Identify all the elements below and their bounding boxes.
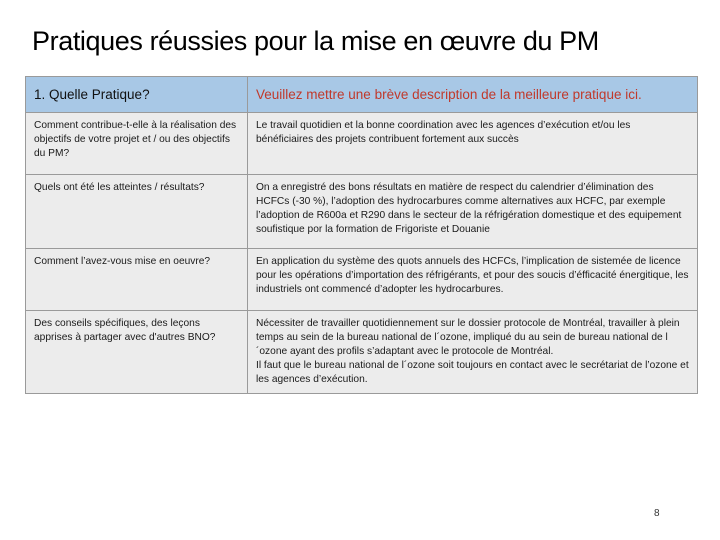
- best-practice-table: [25, 76, 698, 394]
- question-cell: Comment l’avez-vous mise en oeuvre?: [26, 249, 248, 311]
- table-row: [26, 249, 698, 311]
- answer-cell: Le travail quotidien et la bonne coordination avec les agences d’exécution et/ou les bénéficiaires des projets contribuent fortement aux succès: [248, 113, 698, 175]
- header-answer-cell: Veuillez mettre une brève description de la meilleure pratique ici.: [248, 77, 698, 113]
- table-header-row: [26, 77, 698, 113]
- table-row: [26, 175, 698, 249]
- slide-title: Pratiques réussies pour la mise en œuvre du PM: [32, 26, 599, 56]
- table-row: [26, 311, 698, 394]
- table-row: [26, 113, 698, 175]
- answer-cell: En application du système des quots annuels des HCFCs, l’implication de sistemée de licence pour les opérations d’importation des réfrigérants, et pour des soucis d’éfficacité énergitique, les industriels ont commencé d’adopter les hydrocarbures.: [248, 249, 698, 311]
- question-cell: Comment contribue-t-elle à la réalisation des objectifs de votre projet et / ou des objectifs du PM?: [26, 113, 248, 175]
- answer-cell: Nécessiter de travailler quotidiennement sur le dossier protocole de Montréal, travailler à plein temps au sein de la bureau national de l´ozone, impliqué du au sein de bureau national de l´ozone ayant des profils s’adaptant avec le protocole de Montréal. Il faut que le bureau national de l´ozone soit toujours en contact avec le secrétariat de l’ozone et les agences d’exécution.: [248, 311, 698, 394]
- answer-cell: On a enregistré des bons résultats en matière de respect du calendrier d’élimination des HCFCs (-30 %), l’adoption des hydrocarbures comme alternatives aux HCFC, par exemple l’adoption de R600a et R290 dans le secteur de la réfrigération domestique et des equipement soufistique por la formation de Frigoriste et Douanie: [248, 175, 698, 249]
- header-question-cell: 1. Quelle Pratique?: [26, 77, 248, 113]
- question-cell: Quels ont été les atteintes / résultats?: [26, 175, 248, 249]
- question-cell: Des conseils spécifiques, des leçons apprises à partager avec d'autres BNO?: [26, 311, 248, 394]
- page-number: 8: [654, 508, 660, 519]
